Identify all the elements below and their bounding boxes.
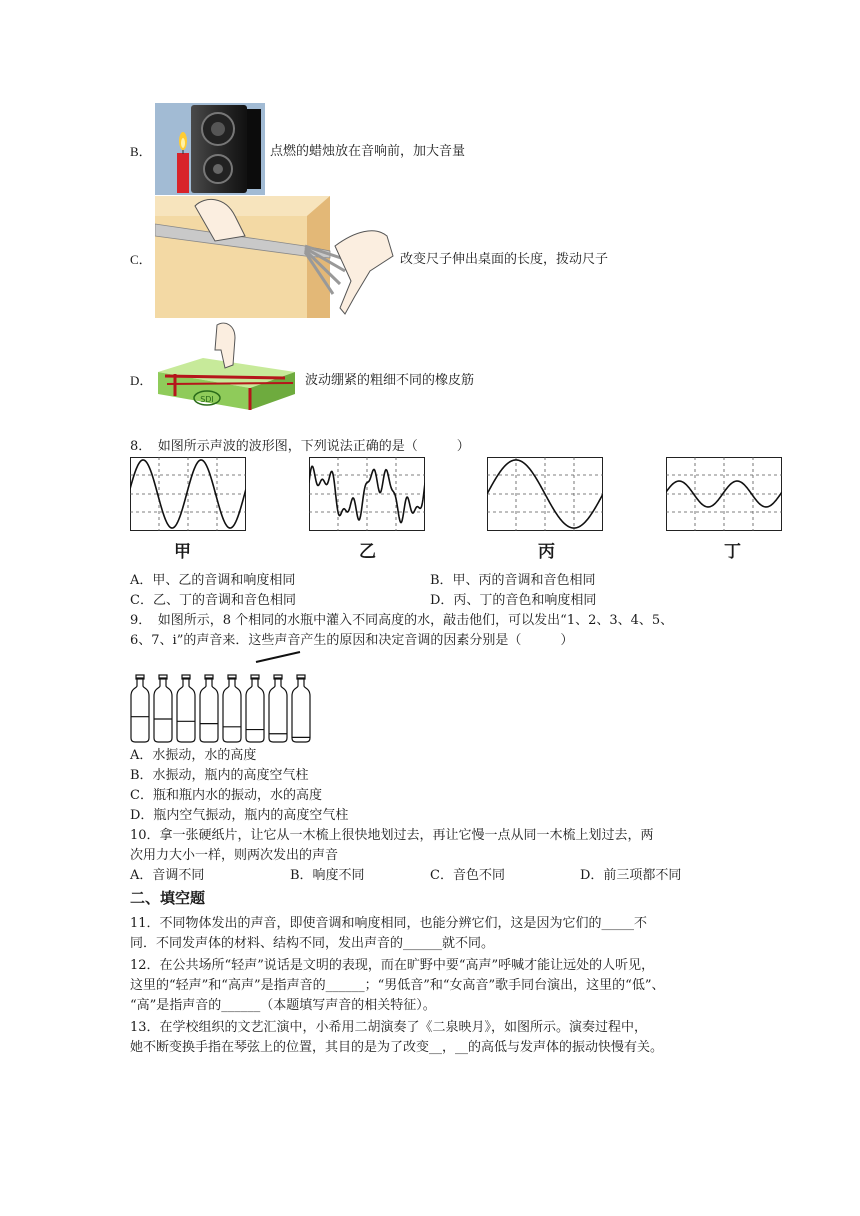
q9-option-b: B．水振动，瓶内的高度空气柱 bbox=[130, 768, 309, 783]
waveform-label-jia: 甲 bbox=[174, 542, 191, 562]
section-title: 二、填空题 bbox=[130, 889, 206, 907]
waveform-label-ding: 丁 bbox=[724, 542, 741, 562]
q11-line2: 同．不同发声体的材料、结构不同，发出声音的______就不同。 bbox=[130, 936, 495, 951]
bottle bbox=[223, 678, 241, 742]
rubber-band-box-image bbox=[155, 320, 300, 412]
speaker-candle-image bbox=[155, 103, 265, 195]
waveform-jia bbox=[130, 457, 246, 531]
waveform-label-yi: 乙 bbox=[359, 542, 376, 562]
bottle bbox=[200, 678, 218, 742]
q12-line2: 这里的“轻声”和“高声”是指声音的______；“男低音”和“女高音”歌手同台演出，这里的“低”、 bbox=[130, 978, 665, 993]
q9-option-d: D．瓶内空气振动，瓶内的高度空气柱 bbox=[130, 808, 349, 823]
bottle-cap bbox=[159, 675, 167, 679]
option-c-label: C． bbox=[130, 252, 152, 267]
q9-option-a: A．水振动，水的高度 bbox=[130, 748, 257, 763]
option-b-text: 点燃的蜡烛放在音响前，加大音量 bbox=[270, 144, 466, 159]
q9-line1: 9． 如图所示，8 个相同的水瓶中灌入不同高度的水，敲击他们，可以发出“1、2、3、4、5、 bbox=[130, 613, 674, 628]
q10-line2: 次用力大小一样，则两次发出的声音 bbox=[130, 848, 339, 863]
q8-option-b: B．甲、丙的音调和音色相同 bbox=[430, 573, 596, 588]
q10-option-c: C．音色不同 bbox=[430, 868, 505, 883]
q8-stem: 8． 如图所示声波的波形图，下列说法正确的是（ ） bbox=[130, 439, 470, 454]
bottle-cap bbox=[274, 675, 282, 679]
waveform-bing bbox=[487, 457, 603, 531]
bottle-cap bbox=[205, 675, 213, 679]
box-logo: SDI bbox=[200, 395, 214, 404]
water-bottles-image bbox=[128, 650, 318, 746]
bottle-cap bbox=[136, 675, 144, 679]
waveform-label-bing: 丙 bbox=[538, 542, 555, 562]
bottle bbox=[246, 678, 264, 742]
option-d-text: 波动绷紧的粗细不同的橡皮筋 bbox=[305, 373, 475, 388]
option-c-text: 改变尺子伸出桌面的长度，拨动尺子 bbox=[400, 252, 609, 267]
bottle-cap bbox=[297, 675, 305, 679]
q11-line1: 11．不同物体发出的声音，即使音调和响度相同，也能分辨它们，这是因为它们的_____不 bbox=[130, 916, 648, 931]
bottle bbox=[269, 678, 287, 742]
q8-option-c: C．乙、丁的音调和音色相同 bbox=[130, 593, 296, 608]
waveform-yi bbox=[309, 457, 425, 531]
q8-option-a: A．甲、乙的音调和响度相同 bbox=[130, 573, 296, 588]
bottle bbox=[177, 678, 195, 742]
q8-option-d: D．丙、丁的音色和响度相同 bbox=[430, 593, 597, 608]
q10-option-d: D．前三项都不同 bbox=[580, 868, 682, 883]
q12-line1: 12．在公共场所“轻声”说话是文明的表现，而在旷野中要“高声”呼喊才能让远处的人听见， bbox=[130, 958, 655, 973]
bottle-cap bbox=[182, 675, 190, 679]
option-b-label: B． bbox=[130, 144, 152, 159]
bottle bbox=[292, 678, 310, 742]
q9-line2: 6、7、i”的声音来．这些声音产生的原因和决定音调的因素分别是（ ） bbox=[130, 633, 574, 648]
bottle-cap bbox=[251, 675, 259, 679]
q13-line2: 她不断变换手指在琴弦上的位置，其目的是为了改变__，__的高低与发声体的振动快慢有关。 bbox=[130, 1040, 664, 1055]
bottle bbox=[154, 678, 172, 742]
q12-line3: “高”是指声音的______（本题填写声音的相关特征）。 bbox=[130, 998, 436, 1013]
q13-line1: 13．在学校组织的文艺汇演中，小希用二胡演奏了《二泉映月》，如图所示。演奏过程中， bbox=[130, 1020, 648, 1035]
q10-option-b: B．响度不同 bbox=[290, 868, 365, 883]
ruler-desk-image bbox=[155, 196, 395, 321]
waveform-ding bbox=[666, 457, 782, 531]
bottle-cap bbox=[228, 675, 236, 679]
bottle bbox=[131, 678, 149, 742]
q10-option-a: A．音调不同 bbox=[130, 868, 205, 883]
option-d-label: D． bbox=[130, 373, 153, 388]
q10-line1: 10．拿一张硬纸片，让它从一木梳上很快地划过去，再让它慢一点从同一木梳上划过去，两 bbox=[130, 828, 654, 843]
q9-option-c: C．瓶和瓶内水的振动，水的高度 bbox=[130, 788, 322, 803]
